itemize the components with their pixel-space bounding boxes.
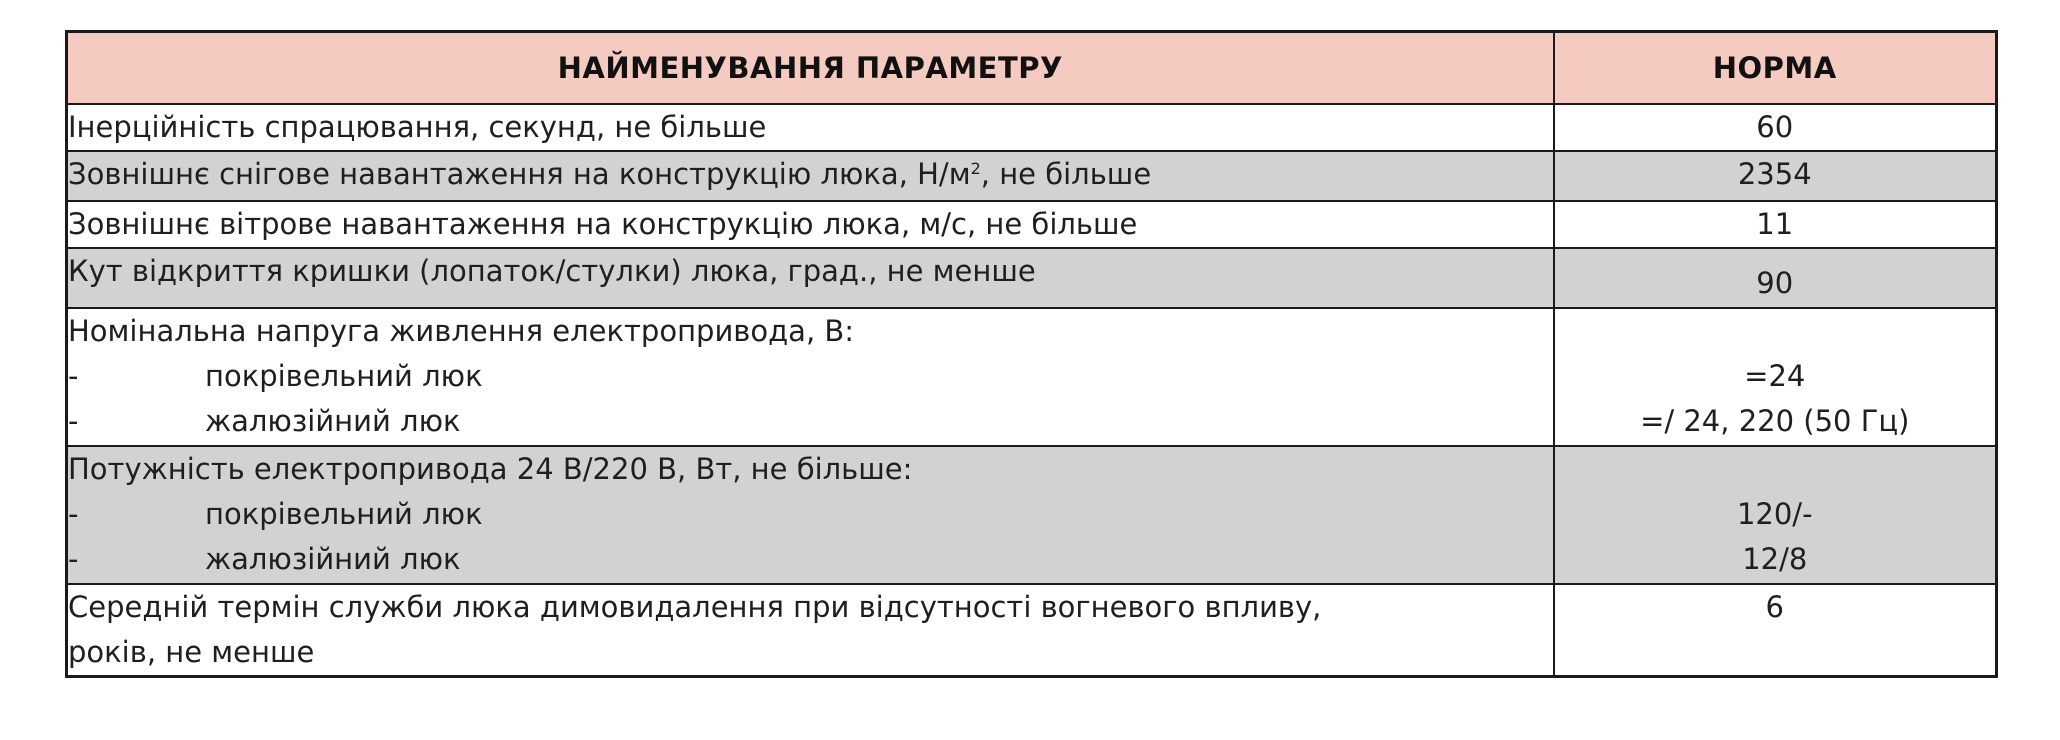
table-row (67, 584, 1997, 677)
norm-cell (1554, 446, 1997, 584)
norm-value: 120/- (1736, 497, 1813, 531)
list-item-label: жалюзійний люк (205, 404, 461, 438)
norm-value: =24 (1744, 359, 1806, 393)
parameter-cell (67, 151, 1554, 201)
parameter-cell: Кут відкриття кришки (лопаток/стулки) люка, град., не менше (67, 248, 1554, 308)
parameter-cell (67, 446, 1554, 584)
list-item (68, 537, 1553, 582)
list-item (68, 354, 1553, 399)
list-item-label: покрівельний люк (205, 359, 483, 393)
parameter-text-line: Середній термін служби люка димовидалення при відсутності вогневого впливу, (68, 590, 1322, 624)
norm-cell: 11 (1554, 201, 1997, 248)
table-row (67, 308, 1997, 446)
parameters-table (65, 30, 1998, 678)
norm-value: =/ 24, 220 (50 Гц) (1640, 404, 1910, 438)
parameter-cell (67, 584, 1554, 677)
norm-spacer (1555, 309, 1996, 354)
parameter-text-line: років, не менше (68, 635, 315, 669)
table-row (67, 248, 1997, 308)
norm-cell (1554, 308, 1997, 446)
norm-cell: 6 (1554, 584, 1997, 677)
table-row (67, 201, 1997, 248)
dash-marker: - (68, 404, 79, 438)
norm-spacer (1555, 447, 1996, 492)
dash-marker: - (68, 497, 79, 531)
norm-value: 12/8 (1742, 542, 1808, 576)
parameter-cell: Зовнішнє вітрове навантаження на конструкцію люка, м/с, не більше (67, 201, 1554, 248)
list-item (68, 399, 1553, 444)
dash-marker: - (68, 542, 79, 576)
parameter-cell (67, 308, 1554, 446)
table-row (67, 446, 1997, 584)
norm-cell: 60 (1554, 104, 1997, 151)
list-item (68, 492, 1553, 537)
norm-cell: 2354 (1554, 151, 1997, 201)
table-header-row (67, 32, 1997, 105)
parameter-heading: Потужність електропривода 24 В/220 В, Вт, не більше: (68, 452, 913, 486)
header-parameter-name: НАЙМЕНУВАННЯ ПАРАМЕТРУ (67, 32, 1554, 105)
list-item-label: покрівельний люк (205, 497, 483, 531)
superscript: 2 (970, 159, 981, 178)
norm-value: 90 (1756, 266, 1794, 300)
table-row (67, 151, 1997, 201)
parameter-text: Зовнішнє снігове навантаження на конструкцію люка, Н/м (68, 157, 971, 191)
table-row (67, 104, 1997, 151)
parameter-heading: Номінальна напруга живлення електропривода, В: (68, 314, 855, 348)
norm-cell (1554, 248, 1997, 308)
parameter-text-suffix: , не більше (980, 157, 1152, 191)
header-norm: НОРМА (1554, 32, 1997, 105)
parameter-cell: Інерційність спрацювання, секунд, не більше (67, 104, 1554, 151)
list-item-label: жалюзійний люк (205, 542, 461, 576)
dash-marker: - (68, 359, 79, 393)
